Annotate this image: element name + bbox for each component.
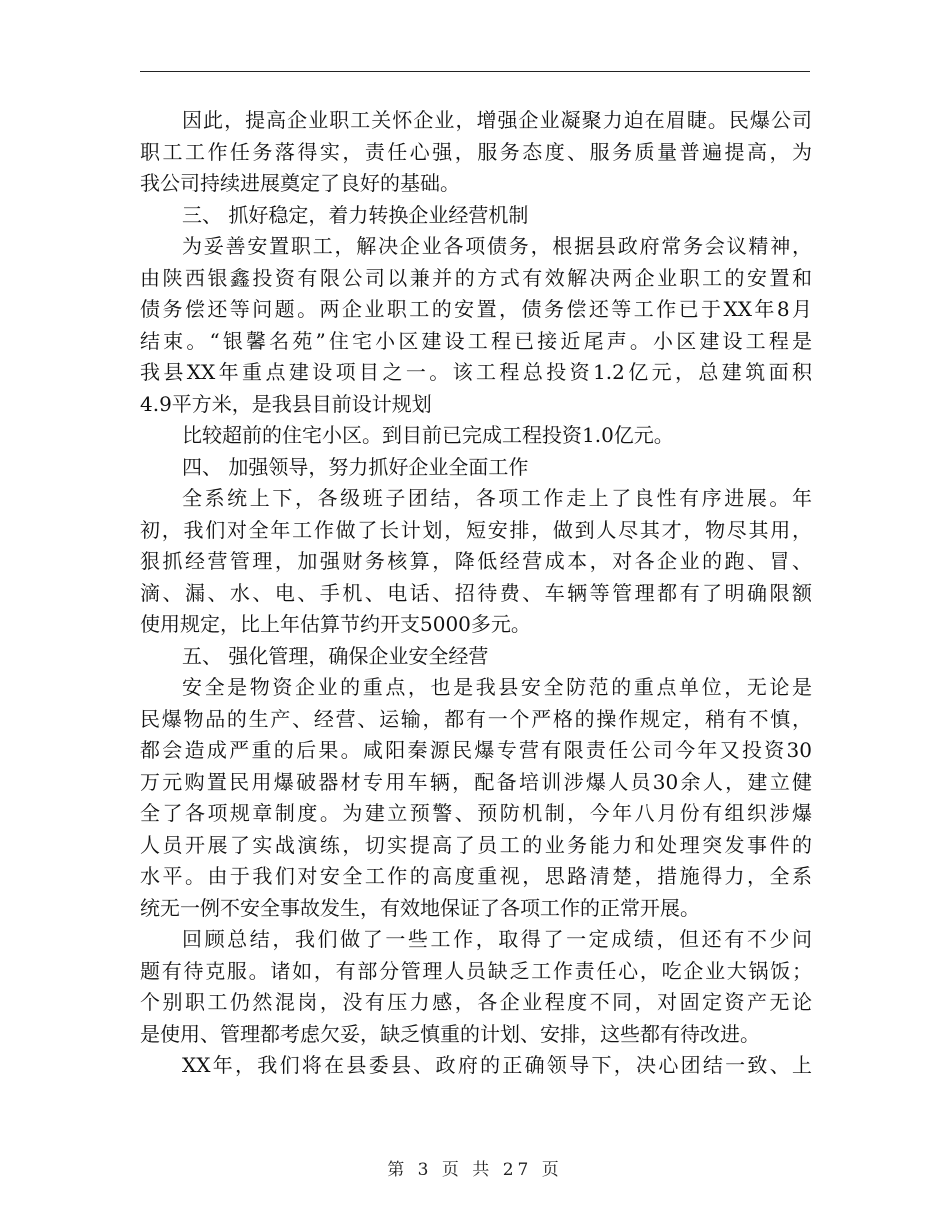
header-rule	[140, 71, 810, 72]
paragraph-line: 万元购置民用爆破器材专用车辆，配备培训涉爆人员30余人，建立健	[140, 769, 812, 794]
page-number: 第 3 页 共 27 页	[387, 1160, 563, 1180]
paragraph-line: 水平。由于我们对安全工作的高度重视，思路清楚，措施得力，全系	[140, 864, 812, 888]
paragraph-line: 结束。“银馨名苑”住宅小区建设工程已接近尾声。小区建设工程是	[140, 328, 812, 353]
paragraph-line: 题有待克服。诸如，有部分管理人员缺乏工作责任心，吃企业大锅饭；	[140, 958, 812, 983]
paragraph-line: 回顾总结，我们做了一些工作，取得了一定成绩，但还有不少问	[182, 927, 812, 951]
paragraph-line: 狠抓经营管理，加强财务核算，降低经营成本，对各企业的跑、冒、	[140, 549, 812, 573]
paragraph-line: XX年，我们将在县委县、政府的正确领导下，决心团结一致、上	[182, 1053, 812, 1077]
paragraph-line: 使用规定，比上年估算节约开支5000多元。	[140, 612, 531, 636]
paragraph-line: 因此，提高企业职工关怀企业，增强企业凝聚力迫在眉睫。民爆公司	[182, 108, 812, 132]
paragraph-line: 统无一例不安全事故发生，有效地保证了各项工作的正常开展。	[140, 895, 700, 920]
paragraph-line: 债务偿还等问题。两企业职工的安置，债务偿还等工作已于XX年8月	[140, 297, 812, 321]
paragraph-line: 我公司持续进展奠定了良好的基础。	[140, 171, 460, 195]
section-heading: 四、 加强领导，努力抓好企业全面工作	[182, 454, 529, 479]
paragraph-line: 我县XX年重点建设项目之一。该工程总投资1.2亿元，总建筑面积	[140, 360, 812, 384]
paragraph-line: 比较超前的住宅小区。到目前已完成工程投资1.0亿元。	[182, 423, 674, 447]
paragraph-line: 人员开展了实战演练，切实提高了员工的业务能力和处理突发事件的	[140, 832, 812, 857]
paragraph-line: 初，我们对全年工作做了长计划，短安排，做到人尽其才，物尽其用，	[140, 517, 812, 542]
paragraph-line: 职工工作任务落得实，责任心强，服务态度、服务质量普遍提高，为	[140, 139, 812, 164]
section-heading: 三、 抓好稳定，着力转换企业经营机制	[182, 202, 529, 227]
paragraph-line: 全了各项规章制度。为建立预警、预防机制，今年八月份有组织涉爆	[140, 801, 812, 825]
paragraph-line: 为妥善安置职工，解决企业各项债务，根据县政府常务会议精神，	[182, 234, 812, 258]
paragraph-line: 4.9平方米，是我县目前设计规划	[140, 391, 432, 416]
document-body	[140, 105, 812, 1082]
paragraph-line: 全系统上下，各级班子团结，各项工作走上了良性有序进展。年	[182, 486, 812, 510]
paragraph-line: 由陕西银鑫投资有限公司以兼并的方式有效解决两企业职工的安置和	[140, 265, 812, 290]
paragraph-line: 安全是物资企业的重点，也是我县安全防范的重点单位，无论是	[182, 675, 812, 699]
paragraph-line: 是使用、管理都考虑欠妥，缺乏慎重的计划、安排，这些都有待改进。	[140, 1021, 760, 1046]
paragraph-line: 个别职工仍然混岗，没有压力感，各企业程度不同，对固定资产无论	[140, 990, 812, 1014]
paragraph-line: 都会造成严重的后果。咸阳秦源民爆专营有限责任公司今年又投资30	[140, 738, 812, 762]
paragraph-line: 滴、漏、水、电、手机、电话、招待费、车辆等管理都有了明确限额	[140, 580, 812, 605]
paragraph-line: 民爆物品的生产、经营、运输，都有一个严格的操作规定，稍有不慎，	[140, 706, 812, 731]
section-heading: 五、 强化管理，确保企业安全经营	[182, 643, 489, 668]
